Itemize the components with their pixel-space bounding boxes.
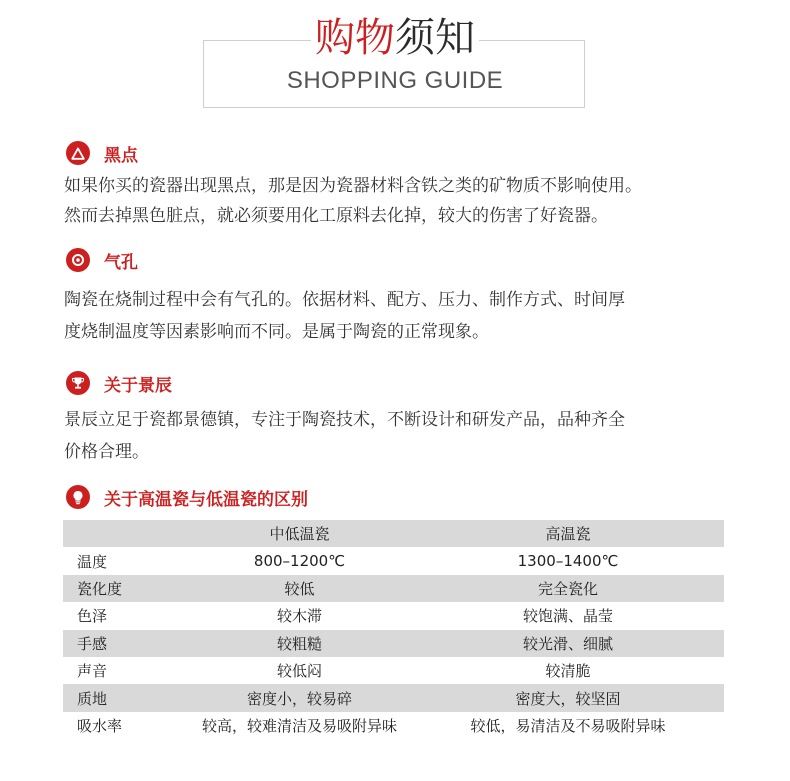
table-row-label: 吸水率 [77, 716, 123, 735]
table-row-label: 声音 [77, 662, 108, 681]
table-row-label: 色泽 [77, 607, 108, 626]
section-title: 气孔 [104, 252, 138, 273]
table-cell: 完全瓷化 [412, 575, 724, 602]
table-cell: 800–1200℃ [253, 552, 346, 571]
section-title: 关于景辰 [104, 375, 172, 396]
table-row [63, 575, 724, 602]
table-cell: 较饱满、晶莹 [522, 607, 613, 626]
table-cell: 较低闷 [276, 662, 322, 681]
table-row [63, 602, 724, 629]
table-cell: 较光滑、细腻 [412, 630, 724, 657]
section-title: 关于高温瓷与低温瓷的区别 [104, 489, 308, 510]
table-row-label: 质地 [63, 684, 187, 711]
table-header-cell: 高温瓷 [412, 520, 724, 547]
ring-target-icon [66, 248, 90, 272]
table-row-label: 瓷化度 [63, 575, 187, 602]
comparison-table [63, 520, 724, 739]
table-cell: 密度大，较坚固 [412, 684, 724, 711]
paragraph-line: 陶瓷在烧制过程中会有气孔的。依据材料、配方、压力、制作方式、时间厚 [64, 290, 625, 310]
table-row-label: 温度 [77, 552, 108, 571]
table-row [63, 712, 724, 739]
table-header-cell [63, 520, 187, 547]
warning-triangle-icon [66, 141, 90, 165]
paragraph-line: 如果你买的瓷器出现黑点，那是因为瓷器材料含铁之类的矿物质不影响使用。 [64, 176, 642, 196]
page-title-highlight: 购物 [315, 15, 395, 61]
section-about-text [64, 404, 744, 468]
section-black-spots-text [64, 171, 744, 231]
table-cell: 较低 [187, 575, 412, 602]
paragraph-line: 价格合理。 [64, 442, 149, 462]
paragraph-line: 度烧制温度等因素影响而不同。是属于陶瓷的正常现象。 [64, 322, 489, 342]
lightbulb-icon [66, 485, 90, 509]
page-title-rest: 须知 [395, 15, 475, 61]
section-title: 黑点 [104, 145, 138, 166]
table-cell: 较木滞 [276, 607, 322, 626]
page-title [0, 14, 790, 62]
table-header-row [63, 520, 724, 547]
trophy-icon [66, 371, 90, 395]
section-pores-text [64, 284, 744, 348]
table-row [63, 630, 724, 657]
page-subtitle: SHOPPING GUIDE [286, 67, 504, 94]
section-comparison-heading [66, 484, 308, 510]
section-black-spots-heading [66, 140, 138, 166]
table-cell: 密度小，较易碎 [187, 684, 412, 711]
section-pores-heading [66, 247, 138, 273]
table-row [63, 684, 724, 711]
paragraph-line: 景辰立足于瓷都景德镇，专注于陶瓷技术，不断设计和研发产品，品种齐全 [64, 410, 625, 430]
table-row [63, 657, 724, 684]
table-row [63, 547, 724, 574]
table-header-cell: 中低温瓷 [187, 520, 412, 547]
table-row-label: 手感 [63, 630, 187, 657]
table-cell: 1300–1400℃ [517, 552, 619, 571]
table-cell: 较粗糙 [187, 630, 412, 657]
paragraph-line: 然而去掉黑色脏点，就必须要用化工原料去化掉，较大的伤害了好瓷器。 [64, 206, 608, 226]
section-about-heading [66, 370, 172, 396]
table-cell: 较高，较难清洁及易吸附异味 [201, 716, 397, 735]
table-cell: 较低，易清洁及不易吸附异味 [470, 716, 666, 735]
table-cell: 较清脆 [545, 662, 591, 681]
